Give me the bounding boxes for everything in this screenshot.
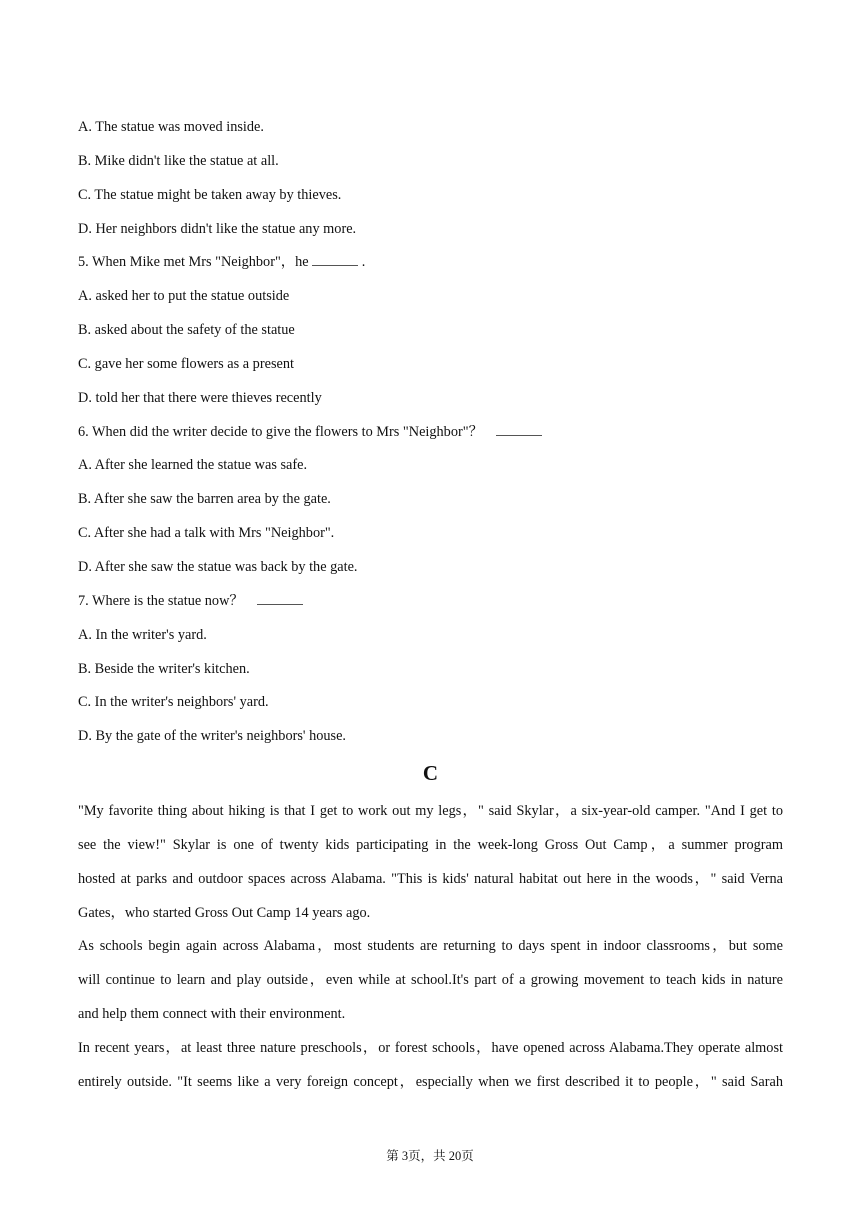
passage-line: Gates，who started Gross Out Camp 14 years ago.: [78, 904, 371, 921]
page-footer: 第 3页，共 20页: [386, 1149, 474, 1163]
option-5d: D. told her that there were thieves recently: [78, 389, 322, 406]
passage-paragraph-2: [78, 930, 783, 1032]
passage-line: hosted at parks and outdoor spaces across Alabama. "This is kids' natural habitat out here in the woods，" said Verna: [78, 870, 783, 887]
question-5: [78, 246, 783, 280]
option-6b: B. After she saw the barren area by the gate.: [78, 491, 331, 508]
passage-line: entirely outside. "It seems like a very foreign concept，especially when we first described it to people，" said Sarah: [78, 1073, 783, 1090]
question-7: [78, 585, 783, 619]
option-4c: C. The statue might be taken away by thieves.: [78, 186, 342, 203]
option-4d: D. Her neighbors didn't like the statue any more.: [78, 220, 357, 237]
question-6-stem: 6. When did the writer decide to give the flowers to Mrs "Neighbor"？: [78, 423, 483, 440]
passage-line: see the view!" Skylar is one of twenty kids participating in the week-long Gross Out Camp，a summer program: [78, 836, 783, 853]
passage-line: "My favorite thing about hiking is that I get to work out my legs，" said Skylar，a six-year-old camper. "And I get to: [78, 803, 783, 820]
passage-line: In recent years，at least three nature preschools，or forest schools，have opened across Alabama.They operate almost: [78, 1039, 783, 1056]
option-6a: A. After she learned the statue was safe.: [78, 457, 308, 474]
question-5-stem: 5. When Mike met Mrs "Neighbor"，he: [78, 254, 309, 271]
passage-line: As schools begin again across Alabama，most students are returning to days spent in indoor classrooms，but some: [78, 938, 783, 955]
option-5c: C. gave her some flowers as a present: [78, 355, 294, 372]
option-7d: D. By the gate of the writer's neighbors' house.: [78, 728, 346, 745]
passage-line: and help them connect with their environment.: [78, 1006, 346, 1023]
option-7a: A. In the writer's yard.: [78, 626, 207, 643]
option-4b: B. Mike didn't like the statue at all.: [78, 152, 279, 169]
answer-blank-6: [496, 423, 542, 436]
section-heading-c: C: [422, 761, 439, 786]
option-7c: C. In the writer's neighbors' yard.: [78, 694, 269, 711]
option-6c: C. After she had a talk with Mrs "Neighbor".: [78, 525, 335, 542]
answer-blank-7: [257, 592, 303, 605]
option-7b: B. Beside the writer's kitchen.: [78, 660, 250, 677]
passage-paragraph-3: [78, 1032, 783, 1100]
option-5b: B. asked about the safety of the statue: [78, 322, 295, 339]
option-5a: A. asked her to put the statue outside: [78, 288, 290, 305]
question-5-end: .: [361, 254, 366, 271]
option-6d: D. After she saw the statue was back by the gate.: [78, 558, 358, 575]
question-7-stem: 7. Where is the statue now？: [78, 592, 244, 609]
option-4a: A. The statue was moved inside.: [78, 119, 264, 135]
passage-line: will continue to learn and play outside，even while at school.It's part of a growing movement to teach kids in nature: [78, 972, 783, 989]
answer-blank-5: [312, 253, 358, 266]
page-content: [78, 111, 783, 1100]
passage-paragraph-1: [78, 795, 783, 930]
question-6: [78, 416, 783, 450]
